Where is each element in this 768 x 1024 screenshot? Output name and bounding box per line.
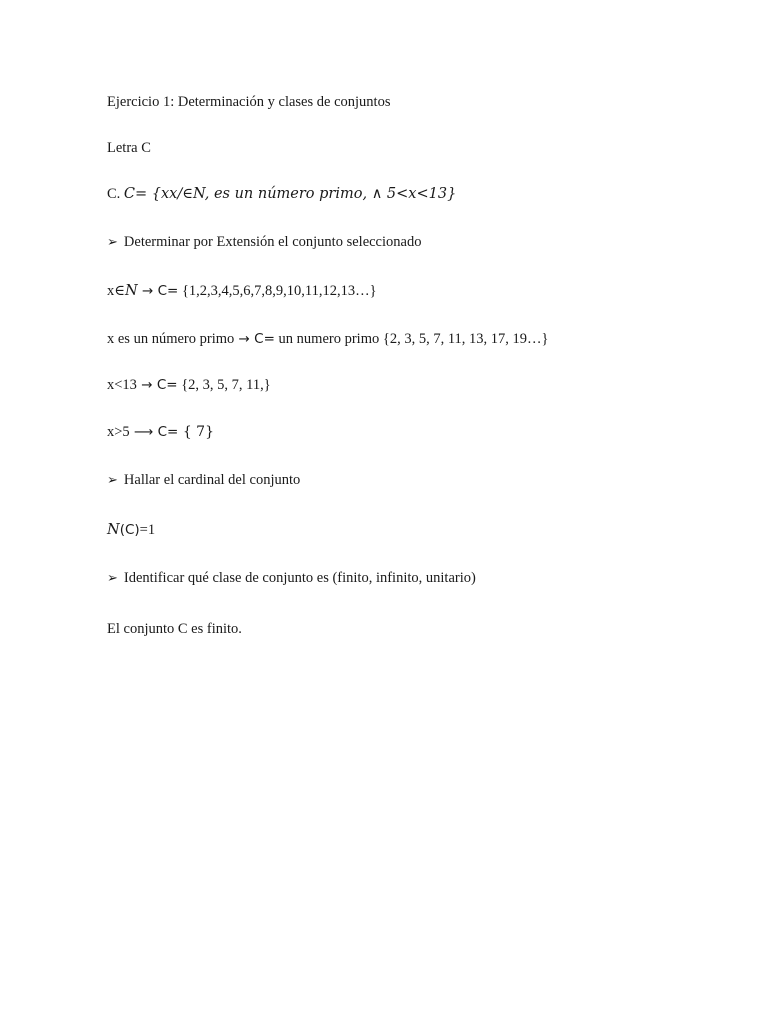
- task-extension-text: Determinar por Extensión el conjunto seleccionado: [123, 234, 422, 250]
- definition-prefix: C.: [107, 186, 124, 202]
- step2-set-name: C=: [254, 331, 275, 347]
- step1-set-name: C=: [157, 283, 179, 299]
- step1-arrow: →: [137, 283, 158, 299]
- cardinal-arg: (C): [119, 522, 140, 538]
- set-definition: [107, 185, 456, 203]
- step4-arrow: ⟶: [129, 424, 158, 440]
- step1-lhs: x∈: [107, 283, 125, 299]
- step-prime-numbers: [107, 330, 549, 348]
- step3-lhs: x<13: [107, 377, 137, 393]
- cardinal-result: [107, 521, 155, 539]
- task-cardinal-text: Hallar el cardinal del conjunto: [123, 472, 301, 488]
- step4-set: { 7}: [178, 424, 214, 440]
- arrow-bullet-icon: ➢: [107, 473, 118, 488]
- step2-set: {2, 3, 5, 7, 11, 13, 17, 19…}: [382, 331, 549, 347]
- arrow-bullet-icon: ➢: [107, 235, 118, 250]
- cardinal-value: =1: [139, 522, 156, 538]
- definition-math: C= {xx∕∈N, es un número primo, ∧ 5<x<13}: [123, 186, 457, 202]
- document-title: [107, 93, 390, 111]
- step4-set-name: C=: [157, 424, 179, 440]
- step1-lhs-var: N: [124, 283, 138, 299]
- step2-arrow: →: [234, 331, 255, 347]
- task-class-text: Identificar qué clase de conjunto es (finito, infinito, unitario): [123, 570, 476, 586]
- step3-set: {2, 3, 5, 7, 11,}: [177, 377, 271, 393]
- step-natural-numbers: [107, 282, 377, 300]
- title-text: Ejercicio 1: Determinación y clases de conjuntos: [107, 94, 391, 110]
- document-subtitle: [107, 139, 151, 157]
- cardinal-fn: N: [107, 522, 120, 538]
- step-greater-than-5: [107, 423, 214, 441]
- step2-lhs: x es un número primo: [107, 331, 235, 347]
- conclusion-text: El conjunto C es finito.: [107, 621, 242, 637]
- task-extension: [107, 233, 421, 252]
- task-cardinal: [107, 471, 300, 490]
- step4-lhs: x>5: [107, 424, 130, 440]
- step3-set-name: C=: [156, 377, 178, 393]
- conclusion: [107, 620, 242, 638]
- step1-set: {1,2,3,4,5,6,7,8,9,10,11,12,13…}: [178, 283, 377, 299]
- step2-text: un numero primo: [274, 331, 383, 347]
- step-less-than-13: [107, 376, 271, 394]
- task-class: [107, 569, 476, 588]
- step3-arrow: →: [136, 377, 157, 393]
- subtitle-text: Letra C: [107, 140, 151, 156]
- arrow-bullet-icon: ➢: [107, 571, 118, 586]
